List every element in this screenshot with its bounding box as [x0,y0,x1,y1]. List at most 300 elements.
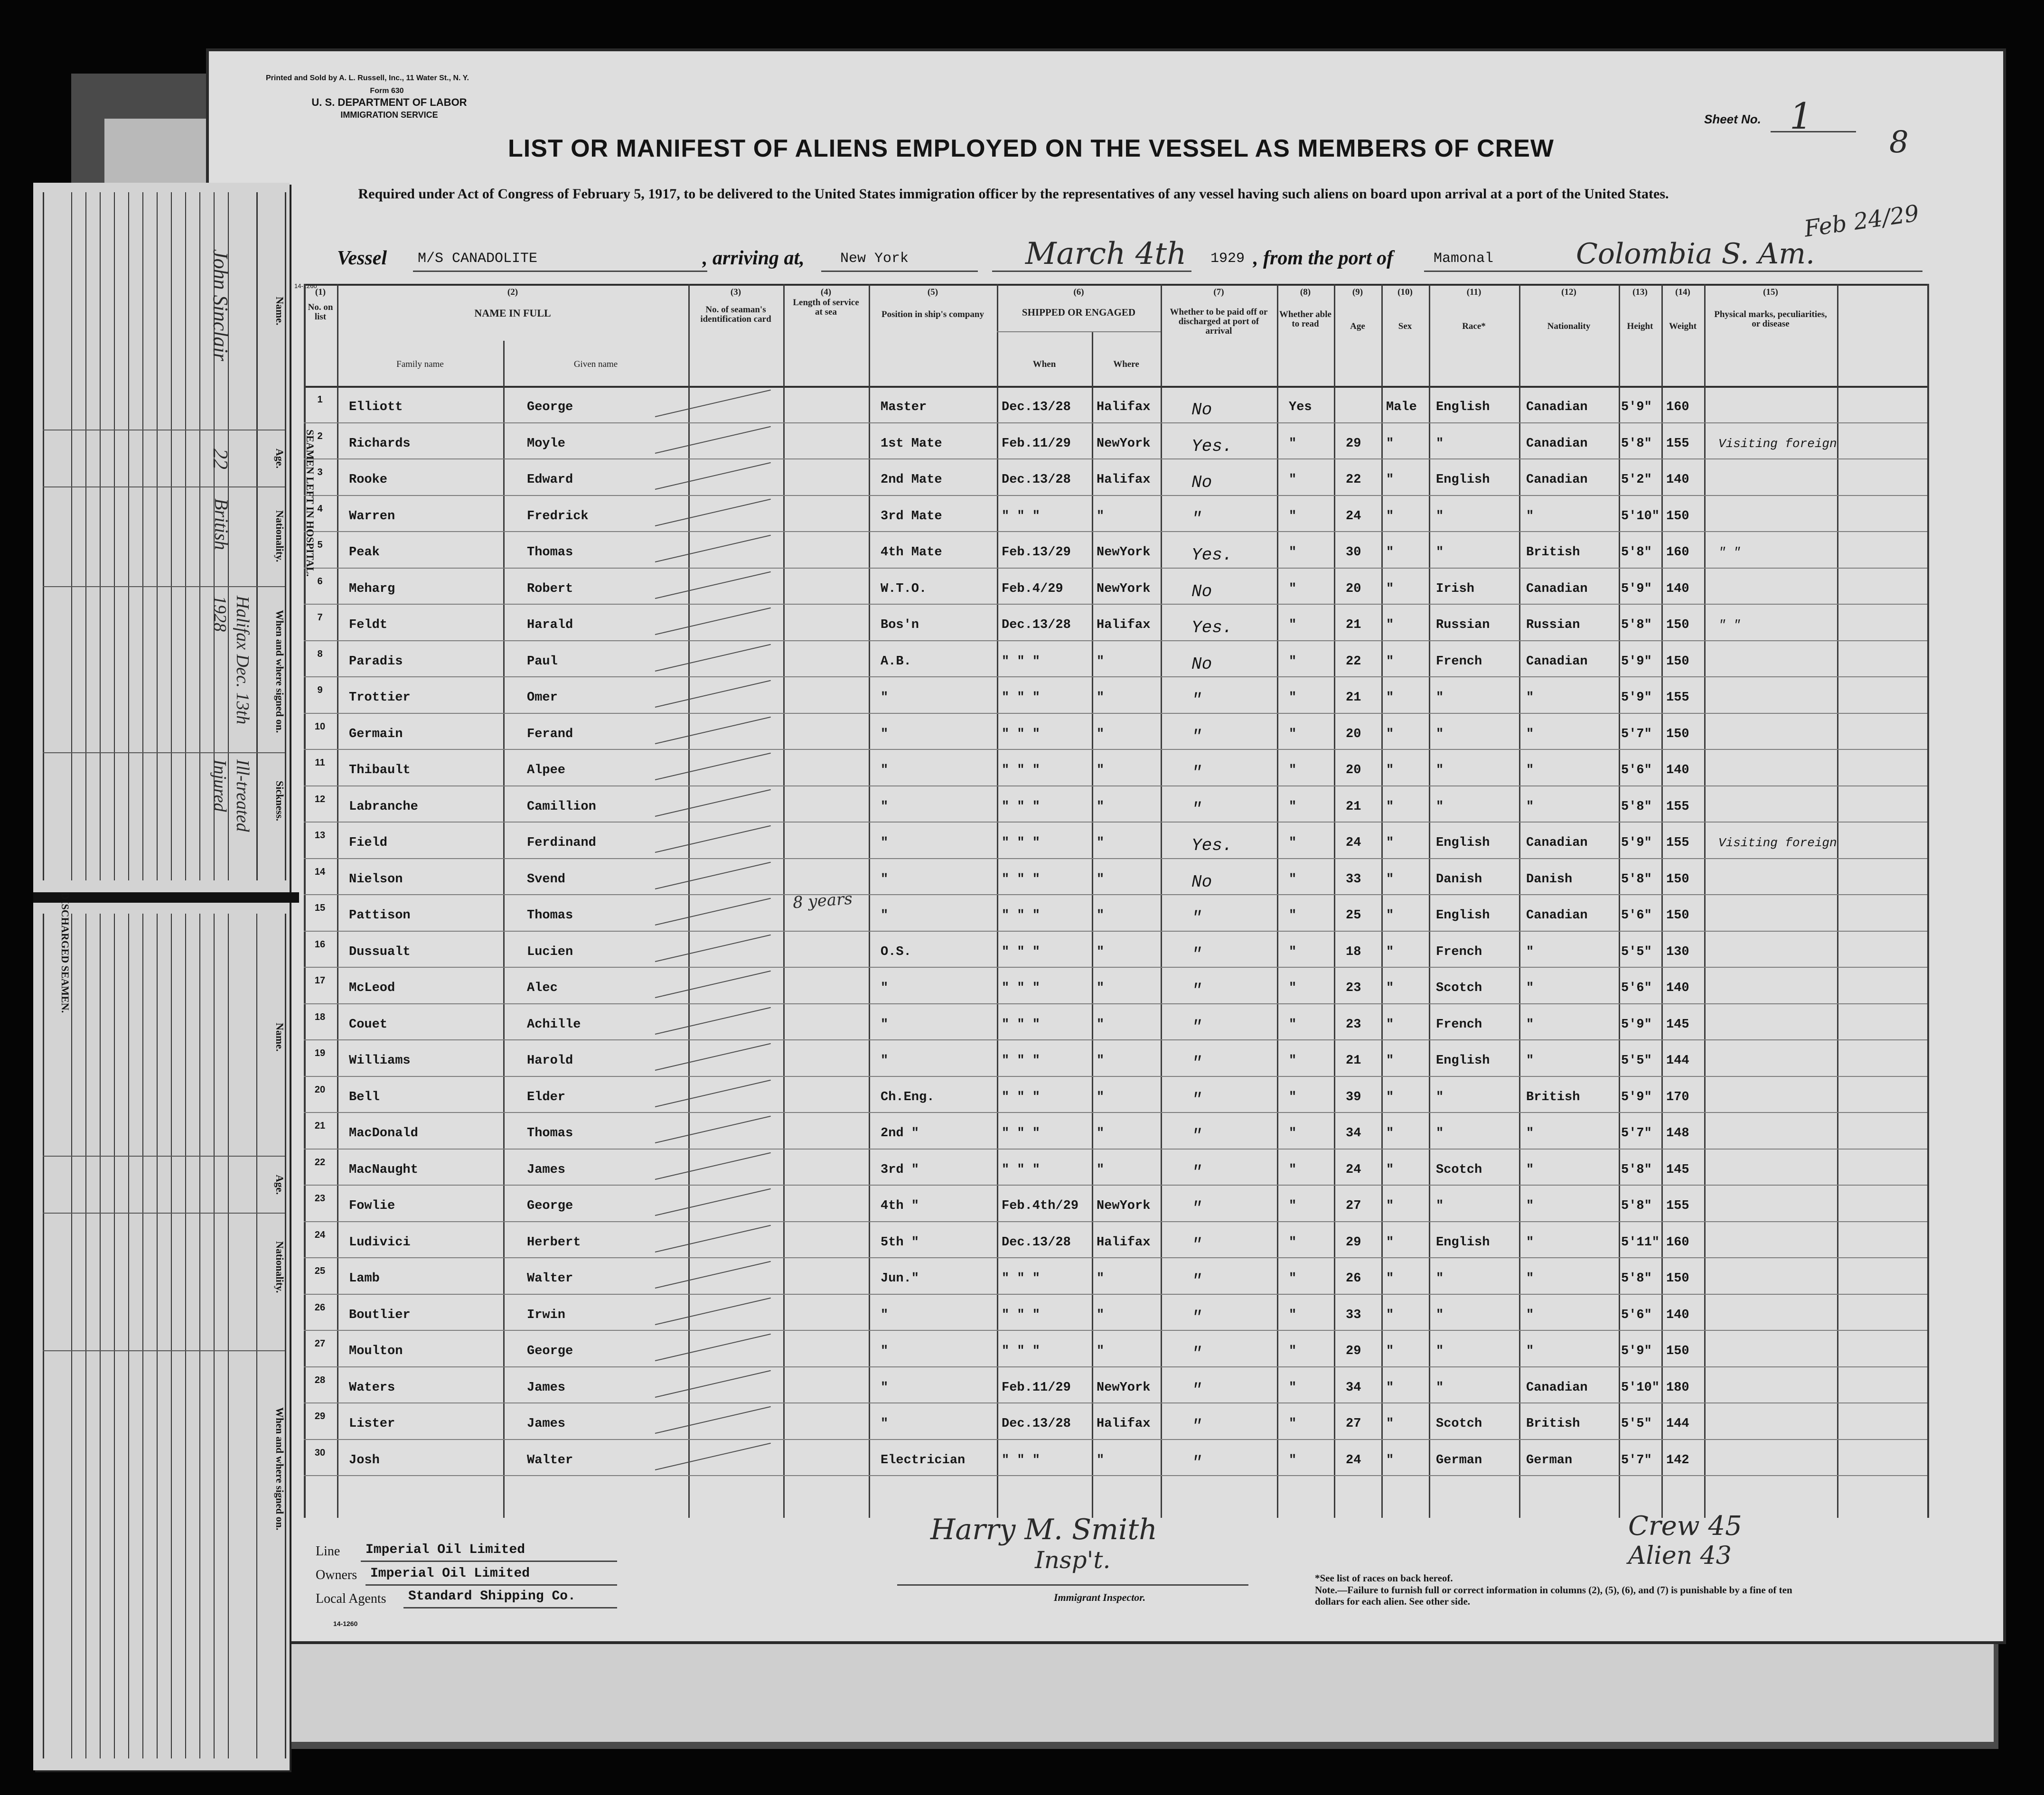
shipped-when-cell: " " " [1002,908,1041,923]
weight-cell: 150 [1666,509,1689,524]
sex-cell: " [1386,836,1394,850]
pencil-tick [655,462,771,490]
shipped-where-cell: " [1097,1126,1105,1141]
pencil-tick [655,753,771,780]
shipped-when-cell: Dec.13/28 [1002,473,1071,487]
col-height: Height [1627,321,1653,331]
sheet-underline [1771,131,1856,132]
owners-value: Imperial Oil Limited [370,1566,530,1581]
given-name-cell: Ferand [527,727,573,741]
colnum-2: (2) [507,287,518,297]
pencil-tick [655,1152,771,1179]
position-cell: Electrician [881,1453,966,1468]
shipped-when-cell: " " " [1002,1017,1041,1032]
sex-cell: " [1386,981,1394,995]
row-rule [304,785,1927,786]
weight-cell: 142 [1666,1453,1689,1468]
race-cell: Irish [1436,581,1475,596]
paid-off-cell: " [1191,727,1202,747]
inspector-signature: Harry M. Smith [930,1513,1157,1546]
weight-cell: 150 [1666,618,1689,632]
position-cell: O.S. [881,944,911,959]
shipped-where-cell: NewYork [1097,1380,1151,1395]
row-number: 7 [317,612,323,623]
given-name-cell: Lucien [527,944,573,959]
nationality-cell: Canadian [1526,1380,1588,1395]
row-rule [304,1439,1927,1440]
given-name-cell: Thomas [527,908,573,923]
position-cell: " [881,1017,889,1032]
shipped-when-cell: Feb.11/29 [1002,1380,1071,1395]
race-cell: " [1436,1344,1444,1358]
col-age: Age [1350,321,1365,331]
form-code: 14-1260 [294,282,317,290]
paid-off-cell: " [1191,509,1202,529]
pencil-tick [655,1007,771,1034]
age-cell: 39 [1346,1090,1361,1104]
family-name-cell: Waters [349,1380,395,1395]
nationality-cell: " [1526,1271,1534,1286]
position-cell: 4th " [881,1199,919,1213]
pencil-tick [655,861,771,889]
given-name-cell: Walter [527,1453,573,1468]
age-cell: 22 [1346,473,1361,487]
race-cell: " [1436,799,1444,814]
pencil-tick [655,644,771,671]
position-cell: " [881,763,889,777]
col-length-service: Length of service at sea [793,298,859,317]
slip-entry-signed: Halifax Dec. 13th 1928 [210,596,253,725]
physical-marks-cell: Visiting foreign [1718,436,1837,451]
position-cell: 5th " [881,1235,919,1250]
age-cell: 21 [1346,799,1361,814]
age-cell: 21 [1346,691,1361,705]
arrival-port: New York [840,251,909,267]
given-name-cell: Fredrick [527,509,589,524]
race-cell: English [1436,400,1490,414]
nationality-cell: Danish [1526,872,1573,887]
row-number: 5 [317,540,323,550]
row-number: 30 [314,1447,326,1458]
col-paid-off: Whether to be paid off or discharged at port of arrival [1170,307,1268,336]
given-name-cell: Thomas [527,545,573,560]
nationality-cell: British [1526,545,1580,560]
sex-cell: " [1386,1054,1394,1068]
given-name-cell: Svend [527,872,566,887]
given-name-cell: James [527,1417,566,1431]
weight-cell: 155 [1666,836,1689,850]
origin-country: Colombia S. Am. [1576,237,1815,271]
sex-cell: " [1386,763,1394,777]
able-to-read-cell: " [1289,981,1297,995]
shipped-where-cell: " [1097,654,1105,669]
age-cell: 21 [1346,1054,1361,1068]
physical-marks-cell: " " [1718,618,1741,632]
height-cell: 5'8" [1621,545,1652,560]
slip-top-name-label: Name. [274,297,286,326]
race-cell: " [1436,763,1444,777]
weight-cell: 170 [1666,1090,1689,1104]
given-name-cell: Omer [527,691,558,705]
race-cell: " [1436,436,1444,451]
family-name-cell: Elliott [349,400,403,414]
position-cell: Jun." [881,1271,919,1286]
sex-cell: " [1386,581,1394,596]
form-number: Form 630 [370,87,404,95]
service-name: IMMIGRATION SERVICE [340,110,438,120]
row-number: 9 [317,685,323,695]
shipped-when-cell: " " " [1002,836,1041,850]
paid-off-cell: No [1191,872,1212,892]
nationality-cell: Canadian [1526,836,1588,850]
sex-cell: " [1386,1017,1394,1032]
nationality-cell: " [1526,981,1534,995]
row-number: 26 [314,1302,326,1313]
nationality-cell: British [1526,1090,1580,1104]
paid-off-cell: " [1191,1417,1202,1436]
vessel-label: Vessel [337,247,387,269]
nationality-cell: " [1526,763,1534,777]
able-to-read-cell: " [1289,691,1297,705]
shipped-where-cell: Halifax [1097,1235,1151,1250]
nationality-cell: " [1526,1017,1534,1032]
race-cell: German [1436,1453,1482,1468]
given-name-cell: George [527,400,573,414]
shipped-when-cell: " " " [1002,654,1041,669]
col-race: Race* [1462,321,1486,331]
paid-off-cell: Yes. [1191,436,1233,456]
races-note: *See list of races on back hereof. [1315,1572,1453,1584]
col-shipped-engaged: SHIPPED OR ENGAGED [1022,307,1136,318]
shipped-when-cell: " " " [1002,1162,1041,1177]
race-cell: English [1436,1235,1490,1250]
row-number: 23 [314,1193,326,1204]
col-name-in-full: NAME IN FULL [474,307,551,319]
col-no-on-list: No. on list [308,302,333,322]
weight-cell: 155 [1666,799,1689,814]
footer-form-code: 14-1260 [333,1620,358,1627]
height-cell: 5'9" [1621,1090,1652,1104]
row-number: 10 [314,721,326,732]
manifest-page [209,51,2003,1641]
shipped-where-cell: " [1097,763,1105,777]
shipped-when-cell: " " " [1002,727,1041,741]
family-name-cell: Richards [349,436,411,451]
agents-label: Local Agents [316,1591,386,1606]
able-to-read-cell: " [1289,1417,1297,1431]
row-rule [304,858,1927,859]
paid-off-cell: " [1191,981,1202,1000]
crew-total: Crew 45 [1628,1511,1742,1542]
height-cell: 5'9" [1621,1017,1652,1032]
race-cell: " [1436,691,1444,705]
service-annotation: 8 years [792,889,853,913]
pencil-tick [655,535,771,562]
shipped-where-cell: Halifax [1097,400,1151,414]
colnum-15: (15) [1763,287,1778,297]
race-cell: Danish [1436,872,1482,887]
row-rule [304,1039,1927,1040]
race-cell: Scotch [1436,1162,1482,1177]
race-cell: " [1436,1308,1444,1322]
age-cell: 24 [1346,509,1361,524]
weight-cell: 160 [1666,400,1689,414]
age-cell: 23 [1346,1017,1361,1032]
row-rule [304,1112,1927,1113]
colnum-3: (3) [730,287,741,297]
age-cell: 24 [1346,836,1361,850]
position-cell: " [881,1380,889,1395]
able-to-read-cell: " [1289,1126,1297,1141]
able-to-read-cell: " [1289,509,1297,524]
height-cell: 5'10" [1621,509,1660,524]
weight-cell: 160 [1666,545,1689,560]
weight-cell: 150 [1666,908,1689,923]
shipped-when-cell: " " " [1002,1054,1041,1068]
given-name-cell: Harald [527,618,573,632]
subcol-where: Where [1113,359,1139,369]
family-name-cell: Boutlier [349,1308,411,1322]
colnum-1: (1) [315,287,326,297]
shipped-where-cell: " [1097,1344,1105,1358]
shipped-when-cell: " " " [1002,1453,1041,1468]
shipped-where-cell: Halifax [1097,473,1151,487]
pencil-tick [655,898,771,926]
family-name-cell: Paradis [349,654,403,669]
age-cell: 23 [1346,981,1361,995]
table-right-rule [1927,284,1929,1518]
able-to-read-cell: " [1289,1162,1297,1177]
row-number: 11 [315,757,325,768]
height-cell: 5'9" [1621,400,1652,414]
penalty-note: Note.—Failure to furnish full or correct information in columns (2), (5), (6), and (7) is punishable by a fine of ten dollars for each alien. See other side. [1315,1584,1792,1607]
height-cell: 5'8" [1621,1199,1652,1213]
given-name-cell: Herbert [527,1235,581,1250]
pencil-tick [655,1225,771,1252]
col-sex: Sex [1398,321,1412,331]
row-number: 4 [317,503,323,514]
family-name-cell: Couet [349,1017,388,1032]
paid-off-cell: " [1191,1162,1202,1182]
sex-cell: " [1386,473,1394,487]
weight-cell: 144 [1666,1417,1689,1431]
shipped-when-cell: Dec.13/28 [1002,618,1071,632]
date-stamp: Feb 24/29 [1802,200,1921,243]
shipped-where-cell: " [1097,908,1105,923]
signature-line [897,1584,1248,1586]
weight-cell: 148 [1666,1126,1689,1141]
age-cell: 20 [1346,727,1361,741]
weight-cell: 155 [1666,691,1689,705]
age-cell: 34 [1346,1126,1361,1141]
height-cell: 5'9" [1621,581,1652,596]
sex-cell: " [1386,799,1394,814]
able-to-read-cell: " [1289,1090,1297,1104]
paid-off-cell: " [1191,1308,1202,1328]
slip-entry-name: John Sinclair [209,249,232,361]
age-cell: 29 [1346,1344,1361,1358]
slip-top-signed-label: When and where signed on. [274,610,286,733]
sex-cell: " [1386,1417,1394,1431]
shipped-where-cell: NewYork [1097,545,1151,560]
row-number: 12 [314,794,326,804]
slip-entry-age: 22 [209,449,232,469]
paid-off-cell: " [1191,944,1202,964]
height-cell: 5'2" [1621,473,1652,487]
position-cell: " [881,908,889,923]
family-name-cell: Fowlie [349,1199,395,1213]
pencil-tick [655,1334,771,1361]
row-rule [304,604,1927,605]
slip-bottom-signed-label: When and where signed on. [274,1407,286,1531]
given-name-cell: Alec [527,981,558,995]
row-rule [304,931,1927,932]
position-cell: Ch.Eng. [881,1090,935,1104]
inspector-label: Immigrant Inspector. [1054,1591,1146,1603]
family-name-cell: Rooke [349,473,388,487]
given-name-cell: Irwin [527,1308,566,1322]
sex-cell: " [1386,1090,1394,1104]
subcol-when: When [1032,359,1056,369]
able-to-read-cell: " [1289,1199,1297,1213]
able-to-read-cell: " [1289,727,1297,741]
row-number: 19 [314,1048,326,1058]
sex-cell: " [1386,654,1394,669]
sex-cell: " [1386,1308,1394,1322]
row-rule [304,1402,1927,1403]
origin-underline [1424,271,1922,272]
paid-off-cell: " [1191,1126,1202,1146]
height-cell: 5'6" [1621,981,1652,995]
race-cell: French [1436,944,1482,959]
given-name-cell: James [527,1162,566,1177]
inspector-signature-title: Insp't. [1035,1546,1111,1574]
height-cell: 5'8" [1621,799,1652,814]
shipped-when-cell: " " " [1002,799,1041,814]
family-name-cell: Trottier [349,691,411,705]
age-cell: 27 [1346,1199,1361,1213]
race-cell: French [1436,654,1482,669]
race-cell: " [1436,1380,1444,1395]
nationality-cell: Canadian [1526,400,1588,414]
colnum-11: (11) [1466,287,1481,297]
able-to-read-cell: " [1289,944,1297,959]
pencil-tick [655,390,771,417]
page-title: LIST OR MANIFEST OF ALIENS EMPLOYED ON THE VESSEL AS MEMBERS OF CREW [508,135,1554,162]
slip-tear [33,892,299,903]
given-name-cell: George [527,1344,573,1358]
race-cell: Scotch [1436,1417,1482,1431]
nationality-cell: " [1526,1235,1534,1250]
agents-value: Standard Shipping Co. [408,1589,576,1604]
height-cell: 5'5" [1621,944,1652,959]
height-cell: 5'8" [1621,1271,1652,1286]
age-cell: 20 [1346,763,1361,777]
given-name-cell: Edward [527,473,573,487]
height-cell: 5'8" [1621,436,1652,451]
age-cell: 29 [1346,1235,1361,1250]
pencil-tick [655,1406,771,1434]
colnum-7: (7) [1213,287,1224,297]
alien-total: Alien 43 [1628,1542,1732,1570]
slip-entry-nationality: British [211,498,232,550]
paid-off-cell: " [1191,1271,1202,1291]
shipped-where-cell: " [1097,1017,1105,1032]
sex-cell: " [1386,727,1394,741]
weight-cell: 155 [1666,1199,1689,1213]
colnum-8: (8) [1300,287,1311,297]
position-cell: 3rd " [881,1162,919,1177]
age-cell: 18 [1346,944,1361,959]
able-to-read-cell: " [1289,1380,1297,1395]
height-cell: 5'6" [1621,1308,1652,1322]
height-cell: 5'10" [1621,1380,1660,1395]
able-to-read-cell: " [1289,1017,1297,1032]
family-name-cell: McLeod [349,981,395,995]
nationality-cell: Canadian [1526,436,1588,451]
able-to-read-cell: " [1289,908,1297,923]
able-to-read-cell: " [1289,836,1297,850]
shipped-where-cell: " [1097,1308,1105,1322]
arriving-label: , arriving at, [703,247,805,269]
row-rule [304,640,1927,641]
nationality-cell: " [1526,944,1534,959]
weight-cell: 140 [1666,1308,1689,1322]
height-cell: 5'11" [1621,1235,1660,1250]
race-cell: English [1436,1054,1490,1068]
nationality-cell: " [1526,691,1534,705]
height-cell: 5'5" [1621,1417,1652,1431]
able-to-read-cell: " [1289,763,1297,777]
line-label: Line [316,1544,340,1559]
sex-cell: " [1386,908,1394,923]
position-cell: " [881,691,889,705]
race-cell: Scotch [1436,981,1482,995]
race-cell: English [1436,908,1490,923]
colnum-6: (6) [1073,287,1084,297]
family-name-cell: Peak [349,545,380,560]
row-rule [304,1185,1927,1186]
crew-table [304,284,1927,1518]
row-number: 13 [314,830,326,841]
colnum-4: (4) [820,287,832,297]
position-cell: Bos'n [881,618,919,632]
pencil-tick [655,571,771,598]
row-rule [304,1149,1927,1150]
given-name-cell: Achille [527,1017,581,1032]
race-cell: " [1436,1090,1444,1104]
port-underline [821,271,978,272]
paid-off-cell: " [1191,1380,1202,1400]
paid-off-cell: " [1191,1090,1202,1110]
weight-cell: 140 [1666,473,1689,487]
weight-cell: 140 [1666,581,1689,596]
shipped-where-cell: " [1097,1453,1105,1468]
family-name-cell: Josh [349,1453,380,1468]
sex-cell: " [1386,1162,1394,1177]
shipped-where-cell: " [1097,1271,1105,1286]
slip-bottom-age-label: Age. [274,1175,286,1195]
weight-cell: 155 [1666,436,1689,451]
height-cell: 5'9" [1621,836,1652,850]
weight-cell: 140 [1666,763,1689,777]
row-number: 1 [317,394,323,405]
able-to-read-cell: " [1289,1344,1297,1358]
row-rule [304,422,1927,423]
given-name-cell: Robert [527,581,573,596]
row-number: 6 [317,576,323,587]
paid-off-cell: No [1191,581,1212,601]
